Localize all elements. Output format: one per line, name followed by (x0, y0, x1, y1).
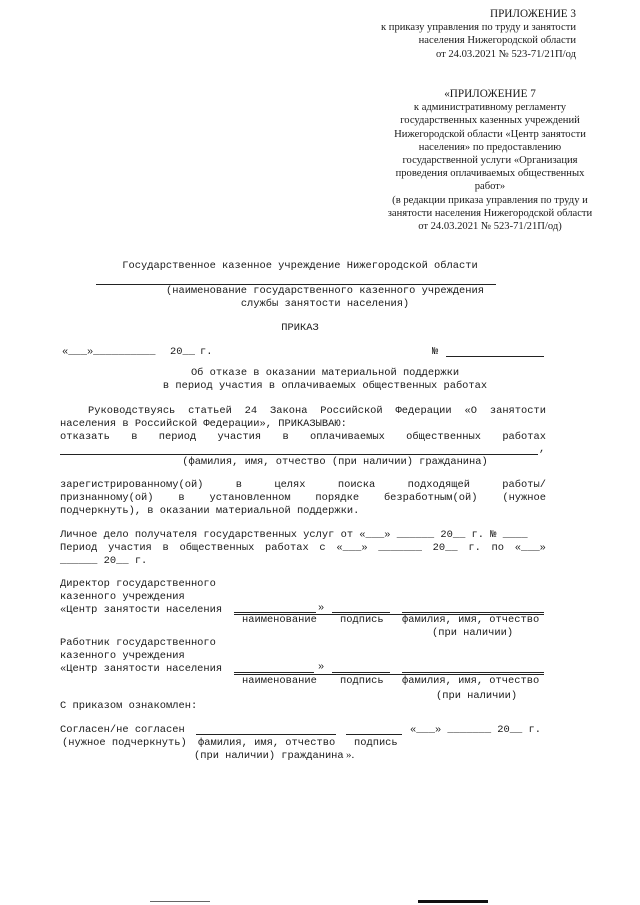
appendix-7-line: (в редакции приказа управления по труду и (392, 194, 588, 206)
body-word: статьей (188, 405, 232, 417)
worker-caption-fio2: (при наличии) (436, 690, 518, 702)
appendix-7-line: государственной услуги «Организация (402, 155, 578, 167)
order-subject: в период участия в оплачиваемых общественных работах (162, 380, 488, 392)
condition-line (60, 479, 546, 492)
body-word: безработным(ой) (383, 492, 478, 504)
body-word: Российской (320, 405, 383, 417)
body-word: по (491, 542, 505, 554)
body-word: _______ (378, 542, 422, 554)
worker-name-rule (234, 672, 314, 673)
body-word: подходящей (407, 479, 470, 491)
body-word: (нужное (502, 492, 546, 504)
body-word: в (282, 431, 289, 443)
appendix-7-line: к административному регламенту (413, 102, 567, 114)
body-word: работах (502, 431, 546, 443)
director-name-rule (234, 612, 316, 613)
worker-caption-sign: подпись (340, 675, 384, 687)
agreement-caption-sign: подпись (354, 737, 398, 749)
director-title: Директор государственного (60, 578, 216, 590)
director-sign-rule (332, 612, 390, 613)
body-word: участия (108, 542, 152, 554)
order-date-year: 20__ (170, 346, 195, 358)
body-word: в (235, 479, 242, 491)
body-word: признанному(ой) (60, 492, 154, 504)
body-word: период (158, 431, 197, 443)
appendix-7-block (365, 88, 615, 233)
director-caption-fio2: (при наличии) (432, 627, 514, 639)
organization-caption: (наименование государственного казенного учреждения (165, 285, 484, 297)
recipient-comma: , (539, 443, 546, 455)
organization-name: Государственное казенное учреждение Нижегородской области (122, 260, 478, 272)
period-line (60, 542, 546, 555)
body-word: работы/ (502, 479, 546, 491)
period-end: ______ 20__ г. (60, 555, 148, 567)
order-number-sign: № (432, 346, 439, 358)
body-word: «О (464, 405, 477, 417)
appendix-7-line: государственных казенных учреждений (400, 115, 580, 127)
body-word: поиска (337, 479, 376, 491)
closing-quote: ». (346, 749, 355, 761)
order-date-g: г. (200, 346, 213, 358)
recipient-caption: (фамилия, имя, отчество (при наличии) гражданина) (182, 456, 488, 468)
body-word: Руководствуясь (88, 405, 176, 417)
appendix-7-line: от 24.03.2021 № 523-71/21П/од) (418, 221, 562, 233)
body-word: занятости (489, 405, 546, 417)
worker-fio-rule (402, 672, 544, 673)
appendix-3-line: к приказу управления по труду и занятости (381, 22, 576, 34)
body-word: «___» (514, 542, 546, 554)
worker-title: «Центр занятости населения (60, 663, 223, 675)
body-guided-line (88, 405, 546, 418)
director-title: «Центр занятости населения (60, 604, 223, 616)
appendix-3-line: населения Нижегородской области (418, 35, 576, 47)
appendix-3-title: ПРИЛОЖЕНИЕ 3 (489, 8, 576, 20)
director-caption-fio: фамилия, имя, отчество (402, 614, 540, 626)
body-word: общественных (406, 431, 481, 443)
body-word: 20__ (432, 542, 458, 554)
agreement-date: «___» _______ 20__ г. (410, 724, 541, 736)
director-caption-name: наименование (242, 614, 317, 626)
body-word: г. (468, 542, 481, 554)
body-word: в (162, 542, 169, 554)
agreement-caption: (нужное подчеркнуть) (62, 737, 187, 749)
worker-title: Работник государственного (60, 637, 216, 649)
body-word: Федерации (395, 405, 452, 417)
body-word: порядке (315, 492, 360, 504)
body-word: в (178, 492, 185, 504)
appendix-7-title: «ПРИЛОЖЕНИЕ 7 (444, 88, 536, 100)
body-refuse-line (60, 431, 546, 444)
order-date: «___»__________ (62, 346, 156, 358)
body-word: в (131, 431, 138, 443)
body-word: установленном (209, 492, 291, 504)
body-word: целях (274, 479, 306, 491)
body-word: Период (60, 542, 98, 554)
appendix-3-line: от 24.03.2021 № 523-71/21П/од (435, 48, 576, 60)
appendix-7-line: проведения оплачиваемых общественных (395, 168, 585, 180)
condition-line (60, 492, 546, 505)
case-file-line: Личное дело получателя государственных услуг от «___» ______ 20__ г. № ____ (60, 529, 528, 541)
body-word: Закона (270, 405, 308, 417)
worker-caption-fio: фамилия, имя, отчество (402, 675, 540, 687)
body-word: участия (217, 431, 262, 443)
agreement-label: Согласен/не согласен (60, 724, 185, 736)
body-word: зарегистрированному(ой) (60, 479, 204, 491)
order-number-rule (446, 356, 544, 357)
agreement-caption-fio2: (при наличии) гражданина (194, 750, 344, 762)
director-fio-rule (402, 612, 544, 613)
worker-quote: » (318, 661, 325, 673)
body-word: 24 (244, 405, 258, 417)
worker-caption-name: наименование (242, 675, 317, 687)
scan-artifact-line (150, 901, 210, 902)
worker-sign-rule (332, 672, 390, 673)
body-word: работах (265, 542, 309, 554)
condition-line: подчеркнуть), в оказании материальной поддержки. (60, 505, 360, 517)
order-subject: Об отказе в оказании материальной поддержки (190, 367, 460, 379)
appendix-7-line: занятости населения Нижегородской области (387, 207, 593, 219)
agreement-sign-rule (346, 734, 402, 735)
recipient-rule (60, 454, 538, 455)
organization-caption: службы занятости населения) (240, 298, 410, 310)
body-word: отказать (60, 431, 110, 443)
director-caption-sign: подпись (340, 614, 384, 626)
appendix-7-line: Нижегородской области «Центр занятости (394, 128, 586, 140)
order-title: ПРИКАЗ (281, 322, 319, 334)
body-word: оплачиваемых (310, 431, 385, 443)
appendix-3-header (296, 8, 576, 61)
worker-title: казенного учреждения (60, 650, 185, 662)
body-word: общественных (179, 542, 255, 554)
director-quote: » (318, 602, 325, 614)
body-guided-line2: населения в Российской Федерации», ПРИКАЗЫВАЮ: (60, 418, 347, 430)
body-word: «___» (336, 542, 368, 554)
acknowledgment-title: С приказом ознакомлен: (60, 700, 198, 712)
scan-artifact-line (418, 900, 488, 903)
director-title: казенного учреждения (60, 591, 185, 603)
appendix-7-line: работ» (474, 181, 506, 193)
body-word: с (319, 542, 326, 554)
agreement-caption-fio: фамилия, имя, отчество (198, 737, 336, 749)
agreement-fio-rule (196, 734, 336, 735)
appendix-7-line: населения» по предоставлению (418, 141, 562, 153)
